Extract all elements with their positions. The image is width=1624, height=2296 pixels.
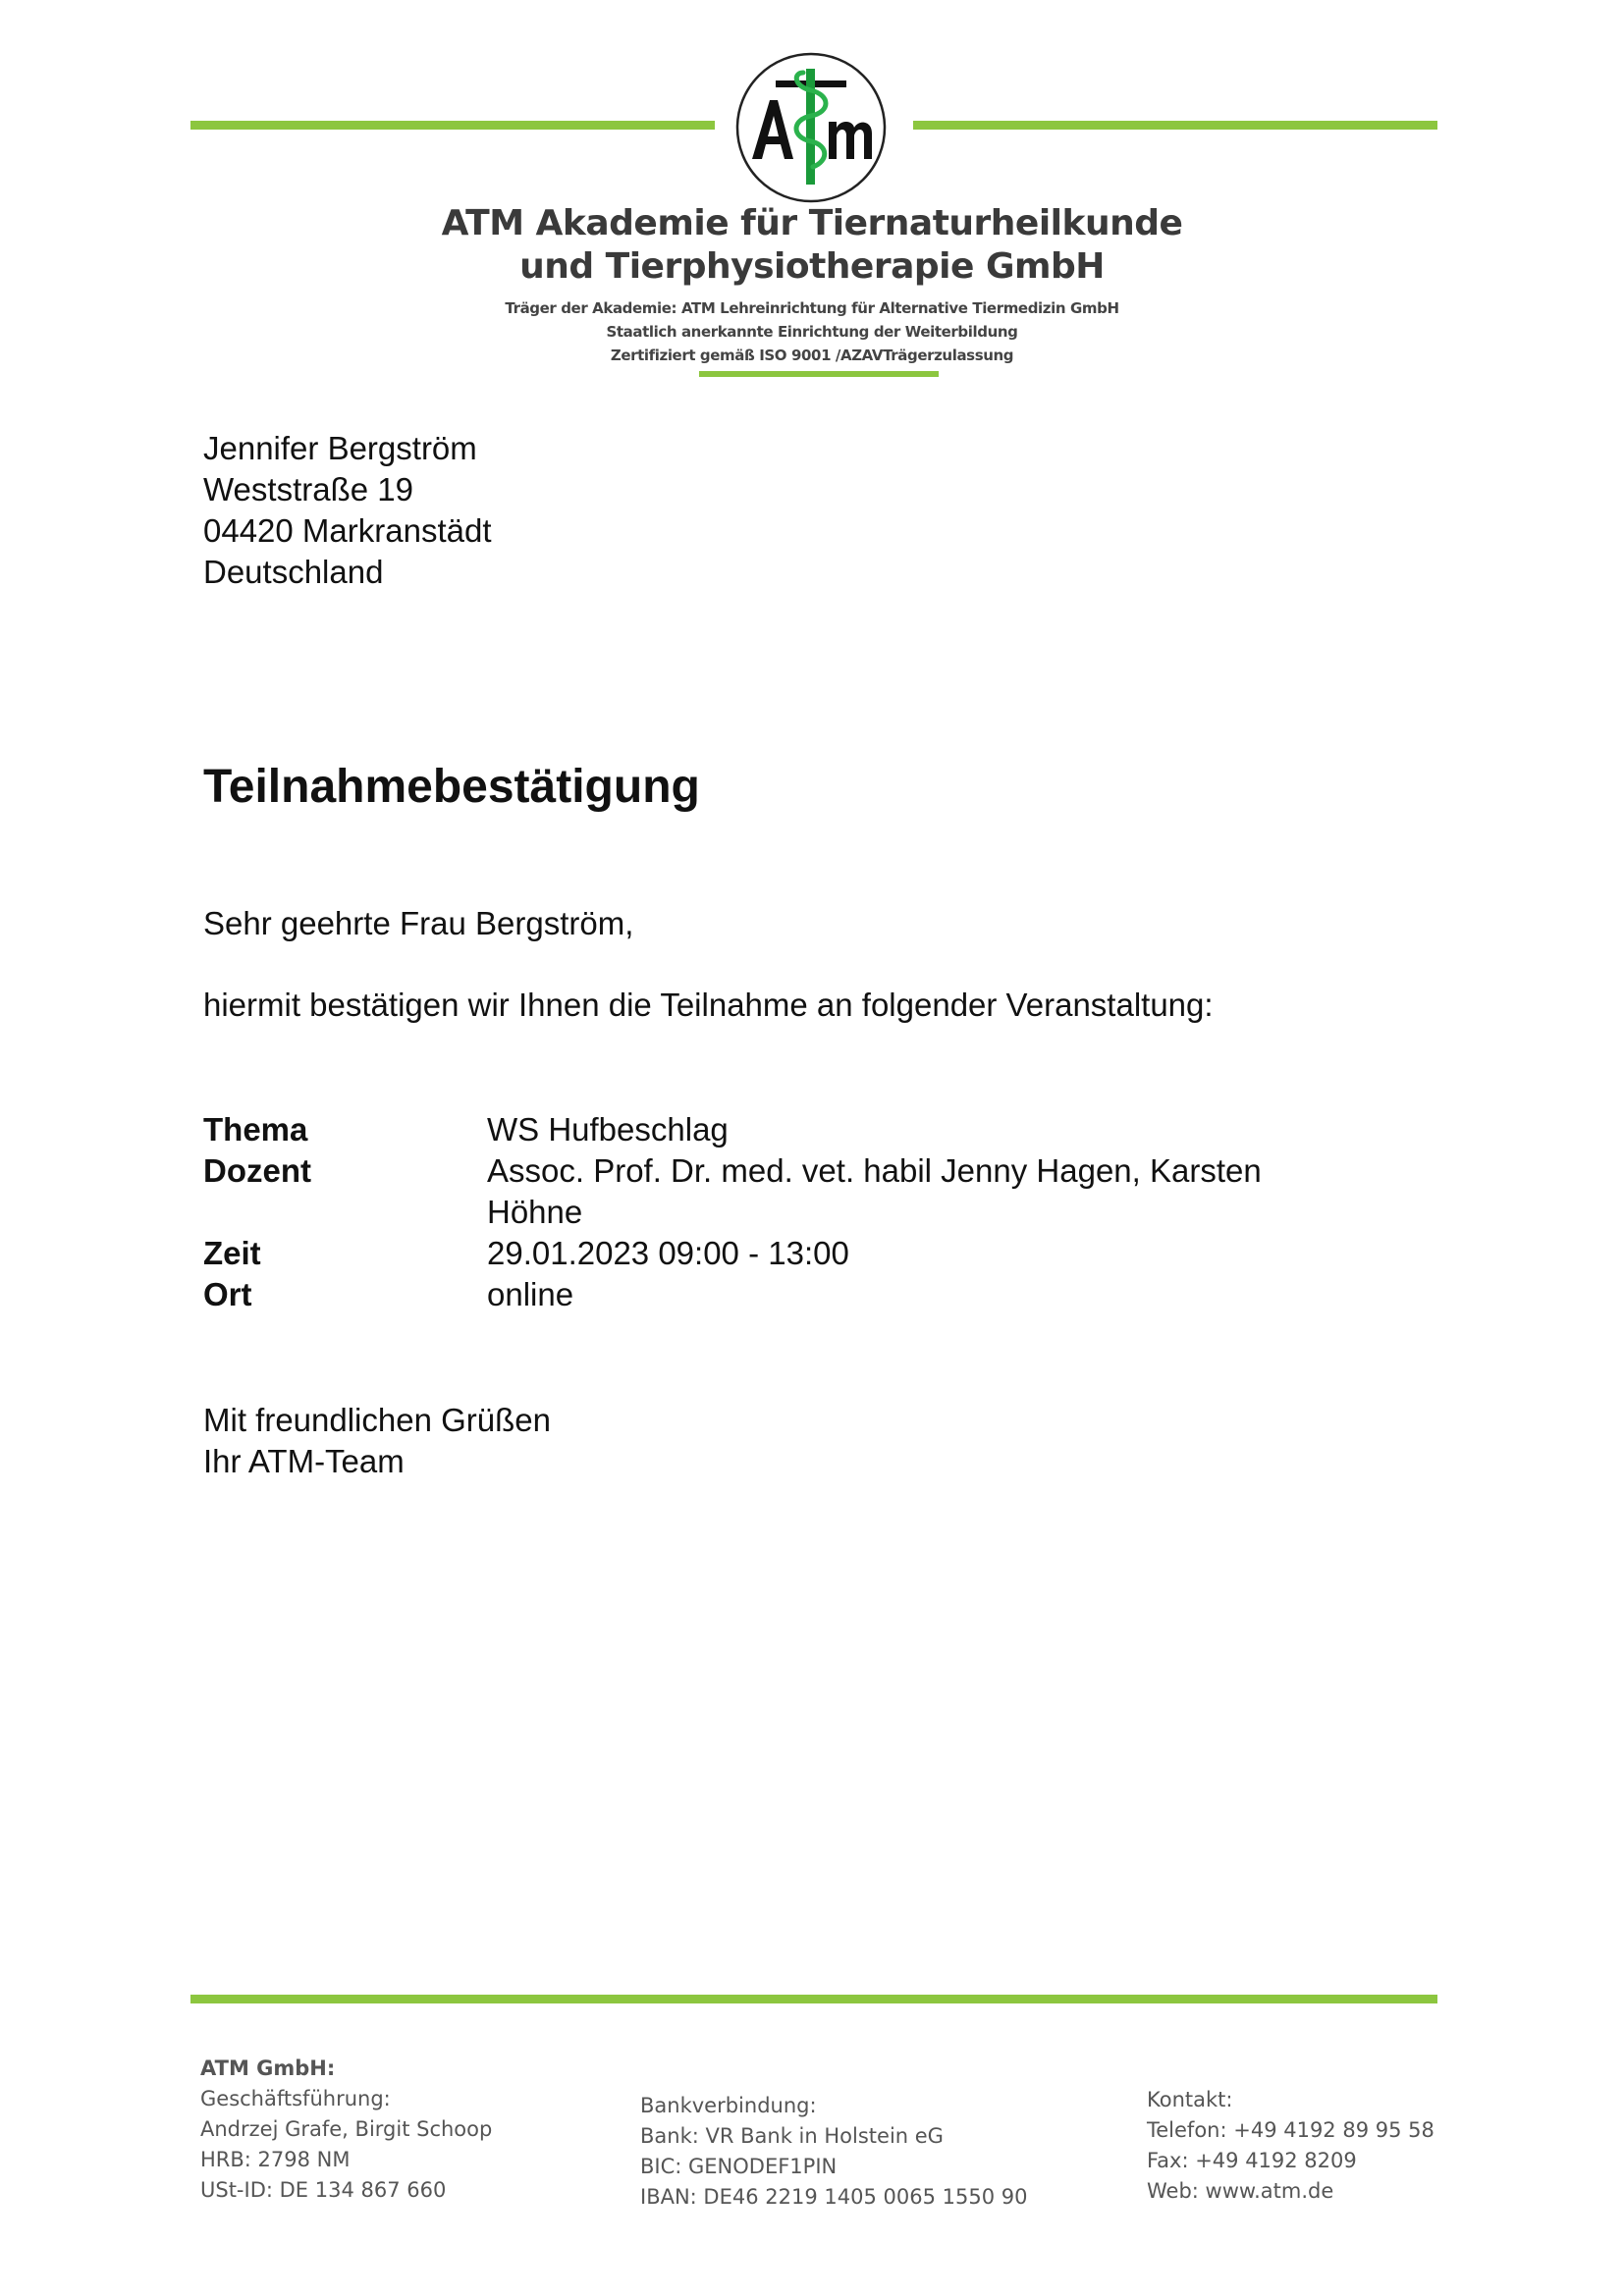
footer-contact-line: Web: www.atm.de (1147, 2179, 1334, 2203)
footer-bank (640, 2091, 1027, 2213)
footer-bank-line: Bank: VR Bank in Holstein eG (640, 2124, 944, 2148)
org-sub-line1: Träger der Akademie: ATM Lehreinrichtung für Alternative Tiermedizin GmbH (505, 299, 1119, 317)
detail-value: online (487, 1276, 574, 1312)
detail-value: 29.01.2023 09:00 - 13:00 (487, 1235, 849, 1271)
detail-row-time (203, 1233, 1331, 1274)
closing-signature: Ihr ATM-Team (203, 1443, 405, 1479)
recipient-address (203, 428, 492, 593)
header-bar-left (190, 121, 715, 130)
footer-company-head: ATM GmbH: (200, 2056, 336, 2080)
detail-value: Assoc. Prof. Dr. med. vet. habil Jenny Hagen, Karsten Höhne (487, 1152, 1262, 1230)
footer-bar (190, 1995, 1437, 2003)
footer-contact-line: Kontakt: (1147, 2088, 1233, 2111)
detail-row-topic (203, 1109, 1331, 1150)
footer-contact-line: Fax: +49 4192 8209 (1147, 2149, 1357, 2172)
recipient-country: Deutschland (203, 554, 384, 590)
detail-value: WS Hufbeschlag (487, 1111, 729, 1148)
recipient-name: Jennifer Bergström (203, 430, 477, 466)
intro-text: hiermit bestätigen wir Ihnen die Teilnahme an folgender Veranstaltung: (203, 987, 1214, 1023)
footer-company-line: USt-ID: DE 134 867 660 (200, 2178, 447, 2202)
page-title: Teilnahmebestätigung (203, 761, 700, 813)
event-details (203, 1109, 1331, 1315)
footer-company-line: HRB: 2798 NM (200, 2148, 351, 2171)
org-name-line1: ATM Akademie für Tiernaturheilkunde (441, 203, 1183, 243)
footer-bank-line: Bankverbindung: (640, 2094, 817, 2117)
closing-greeting: Mit freundlichen Grüßen (203, 1402, 551, 1438)
footer-company-line: Geschäftsführung: (200, 2087, 391, 2110)
recipient-street: Weststraße 19 (203, 471, 413, 507)
org-sub-line2: Staatlich anerkannte Einrichtung der Weiterbildung (606, 323, 1018, 341)
detail-label: Dozent (203, 1152, 311, 1189)
detail-label: Ort (203, 1276, 252, 1312)
header-bar-right (913, 121, 1437, 130)
footer-bank-line: BIC: GENODEF1PIN (640, 2155, 838, 2178)
atm-logo-icon (734, 51, 888, 204)
recipient-city: 04420 Markranstädt (203, 512, 492, 549)
detail-row-location (203, 1274, 1331, 1315)
salutation: Sehr geehrte Frau Bergström, (203, 905, 634, 941)
org-sub-line3: Zertifiziert gemäß ISO 9001 /AZAVTrägerzulassung (610, 347, 1014, 364)
detail-label: Thema (203, 1111, 308, 1148)
detail-row-lecturer (203, 1150, 1331, 1233)
footer-company (200, 2054, 492, 2206)
org-name-line2: und Tierphysiotherapie GmbH (519, 246, 1105, 287)
footer-contact-line: Telefon: +49 4192 89 95 58 (1147, 2118, 1435, 2142)
footer-contact (1147, 2085, 1435, 2207)
footer-bank-line: IBAN: DE46 2219 1405 0065 1550 90 (640, 2185, 1028, 2209)
detail-label: Zeit (203, 1235, 261, 1271)
closing (203, 1400, 551, 1482)
header-underline (699, 371, 939, 377)
footer-company-line: Andrzej Grafe, Birgit Schoop (200, 2117, 493, 2141)
